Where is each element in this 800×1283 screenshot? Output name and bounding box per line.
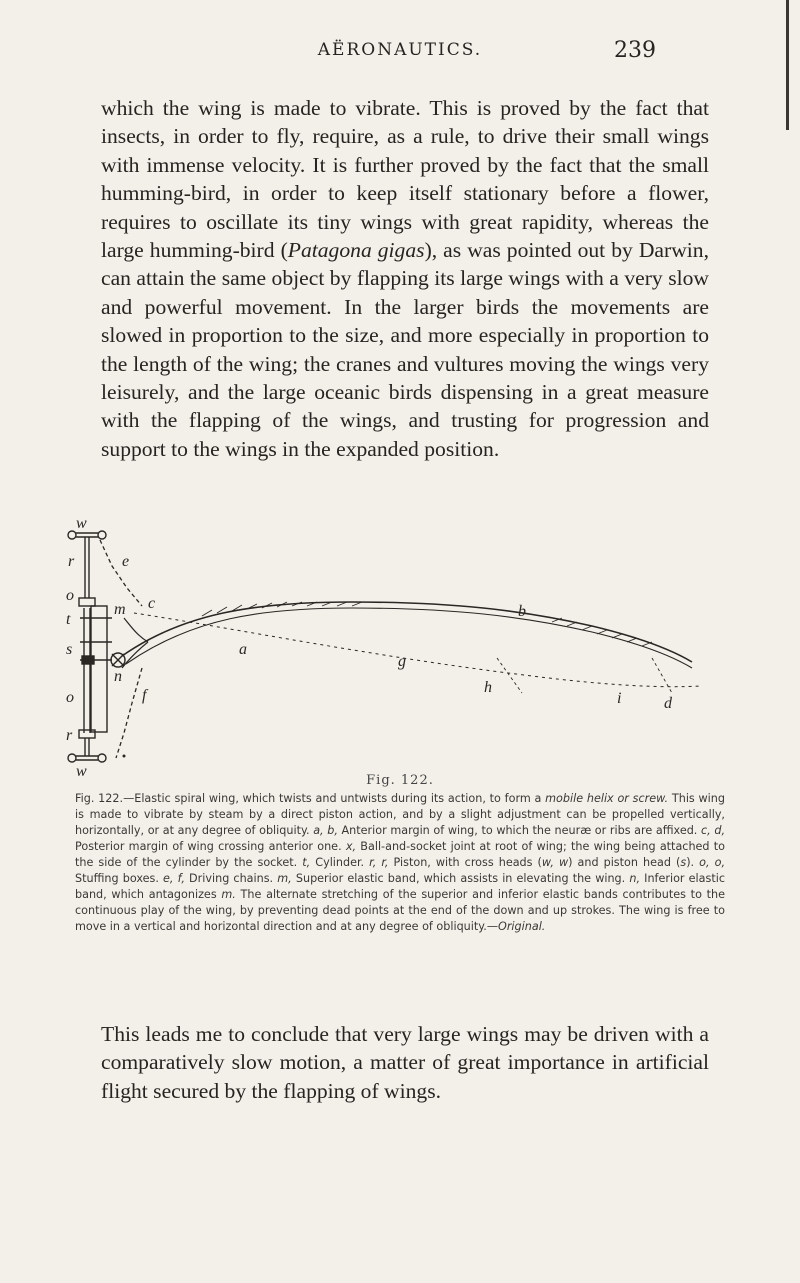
cylinder xyxy=(91,606,107,732)
label-e: e xyxy=(122,553,130,570)
label-m: m xyxy=(114,601,126,618)
label-h: h xyxy=(484,679,492,696)
label-w-bottom: w xyxy=(76,763,87,780)
stuffing-box-bottom xyxy=(79,730,95,738)
elastic-band-m xyxy=(124,618,148,642)
cross-head-top-right xyxy=(98,531,106,539)
body-paragraph xyxy=(101,94,709,463)
figure-caption: Fig. 122.—Elastic spiral wing, which twists and untwists during its action, to form a mobile helix or screw. This wing is made to vibrate by steam by a direct piston action, and by a slight adjustment can be propelled vertically, horizontally, or at any degree of obliquity. a, b, Anterior margin of wing, to which the neuræ or ribs are affixed. c, d, Posterior margin of wing crossing anterior one. x, Ball-and-socket joint at root of wing; the wing being attached to the side of the cylinder by the socket. t, Cylinder. r, r, Piston, with cross heads (w, w) and piston head (s). o, o, Stuffing boxes. e, f, Driving chains. m, Superior elastic band, which assists in elevating the wing. n, Inferior elastic band, which antagonizes m. The alternate stretching of the superior and inferior elastic bands contributes to the continuous play of the wing, by preventing dead points at the end of the down and up strokes. The wing is free to move in a vertical and horizontal direction and at any degree of obliquity.—Original. xyxy=(75,792,726,933)
label-r-top: r xyxy=(68,553,75,570)
label-i: i xyxy=(617,690,622,707)
cross-head-top xyxy=(68,531,76,539)
label-g: g xyxy=(398,653,406,670)
anterior-margin xyxy=(122,602,692,662)
closing-paragraph: This leads me to conclude that very large wings may be driven with a comparatively slow motion, a matter of great importance in artificial flight secured by the flapping of wings. xyxy=(101,1022,709,1103)
running-head xyxy=(0,38,800,68)
running-title: AËRONAUTICS. xyxy=(317,40,483,60)
margin-rule xyxy=(786,0,789,130)
piston-head xyxy=(82,656,94,664)
label-o-bottom: o xyxy=(66,689,74,706)
label-c: c xyxy=(148,595,156,612)
stuffing-box-top xyxy=(79,598,95,606)
page-number: 239 xyxy=(614,38,656,63)
label-r-bottom: r xyxy=(66,727,73,744)
body-text-a: which the wing is made to vibrate. This is proved by the fact that insects, in order to fly, require, as a rule, to drive their small wings with immense velocity. It is further proved by the fact that the small humming-bird, in order to keep itself stationary before a flower, requires to oscillate its tiny wings with great rapidity, whereas the large humming-bird ( xyxy=(101,96,709,263)
label-d: d xyxy=(664,695,672,712)
elastic-band-n xyxy=(122,642,148,668)
wing-figure xyxy=(52,515,752,780)
posterior-margin xyxy=(134,613,702,687)
label-o-top: o xyxy=(66,587,74,604)
label-s: s xyxy=(66,641,73,658)
label-f: f xyxy=(142,687,147,704)
label-b: b xyxy=(518,603,526,620)
label-t: t xyxy=(66,611,71,628)
label-w-top: w xyxy=(76,515,87,532)
body-text-b: ), as was pointed out by Darwin, can attain the same object by flapping its large wings with a very slow and powerful movement. In the larger birds the movements are slowed in proportion to the size, and more especially in proportion to the length of the wing; the cranes and vultures moving the wings very leisurely, and the large oceanic birds dispensing in a great measure with the flapping of the wings, and trusting for progression and support to the wings in the expanded position. xyxy=(101,238,709,461)
label-a: a xyxy=(239,641,247,658)
cross-head-bottom xyxy=(68,754,76,762)
driving-chain-e xyxy=(100,540,142,606)
figure-number: Fig. 122. xyxy=(366,773,434,788)
species-name: Patagona gigas xyxy=(287,238,425,263)
label-n: n xyxy=(114,668,122,685)
piston-assembly xyxy=(68,531,125,762)
